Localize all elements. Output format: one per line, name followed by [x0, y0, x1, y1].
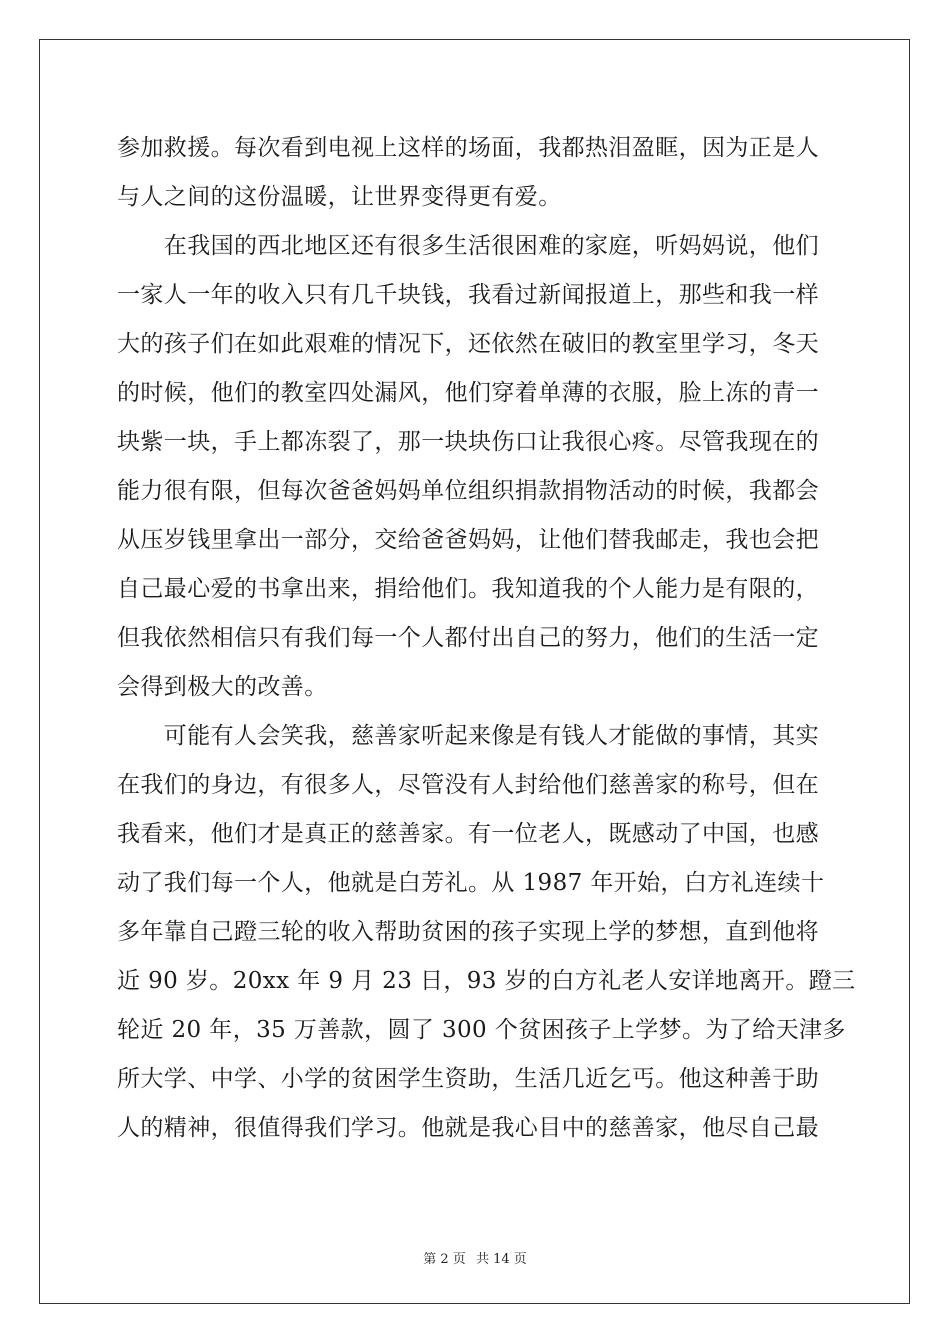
text-line: 与人之间的这份温暖，让世界变得更有爱。 — [117, 184, 562, 210]
text-line: 能力很有限，但每次爸爸妈妈单位组织捐款捐物活动的时候，我都会 — [117, 478, 819, 504]
text-line: 动了我们每一个人，他就是白芳礼。从 1987 年开始，白方礼连续十 — [117, 870, 825, 896]
text-line: 一家人一年的收入只有几千块钱，我看过新闻报道上，那些和我一样 — [117, 282, 819, 308]
paragraph-start-line: 在我国的西北地区还有很多生活很困难的家庭，听妈妈说，他们 — [117, 233, 819, 259]
text-line: 块紫一块，手上都冻裂了，那一块块伤口让我很心疼。尽管我现在的 — [117, 429, 819, 455]
document-body — [117, 124, 856, 1153]
paragraph-start-line: 可能有人会笑我，慈善家听起来像是有钱人才能做的事情，其实 — [117, 723, 819, 749]
text-line: 会得到极大的改善。 — [117, 674, 328, 700]
text-line: 多年靠自己蹬三轮的收入帮助贫困的孩子实现上学的梦想，直到他将 — [117, 919, 819, 945]
text-line: 大的孩子们在如此艰难的情况下，还依然在破旧的教室里学习，冬天 — [117, 331, 819, 357]
text-line: 从压岁钱里拿出一部分，交给爸爸妈妈，让他们替我邮走，我也会把 — [117, 527, 819, 553]
text-line: 人的精神，很值得我们学习。他就是我心目中的慈善家，他尽自己最 — [117, 1115, 819, 1141]
page-footer — [0, 1248, 950, 1267]
text-line: 在我们的身边，有很多人，尽管没有人封给他们慈善家的称号，但在 — [117, 772, 819, 798]
text-line: 的时候，他们的教室四处漏风，他们穿着单薄的衣服，脸上冻的青一 — [117, 380, 819, 406]
text-line: 近 90 岁。20xx 年 9 月 23 日，93 岁的白方礼老人安详地离开。蹬三 — [117, 968, 856, 994]
text-line: 我看来，他们才是真正的慈善家。有一位老人，既感动了中国，也感 — [117, 821, 819, 847]
text-line: 参加救援。每次看到电视上这样的场面，我都热泪盈眶，因为正是人 — [117, 135, 819, 161]
page-number: 第 2 页 — [423, 1252, 466, 1267]
text-line: 轮近 20 年，35 万善款，圆了 300 个贫困孩子上学梦。为了给天津多 — [117, 1017, 846, 1043]
text-line: 但我依然相信只有我们每一个人都付出自己的努力，他们的生活一定 — [117, 625, 819, 651]
text-line: 所大学、中学、小学的贫困学生资助，生活几近乞丐。他这种善于助 — [117, 1066, 819, 1092]
page-total: 共 14 页 — [475, 1252, 527, 1267]
text-line: 自己最心爱的书拿出来，捐给他们。我知道我的个人能力是有限的， — [117, 576, 819, 602]
